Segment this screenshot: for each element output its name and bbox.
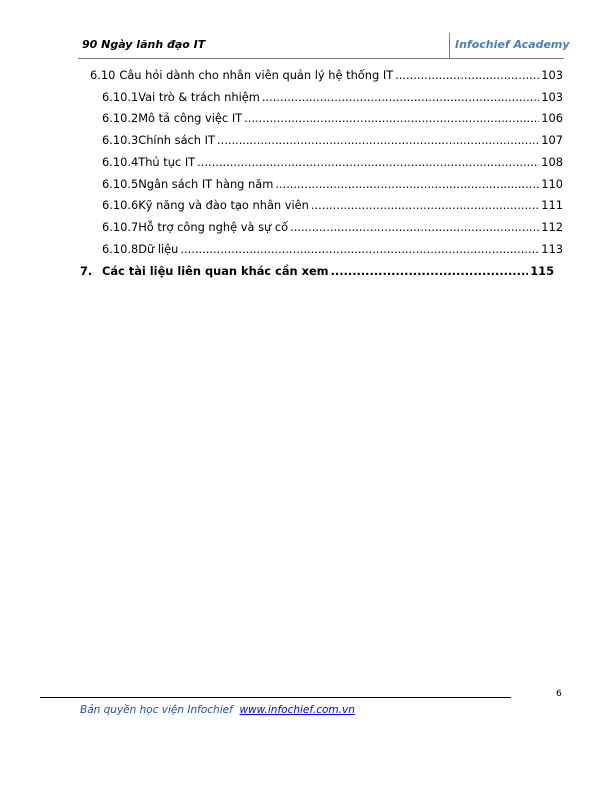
toc-entry-title: Câu hỏi dành cho nhân viên quản lý hệ thống IT bbox=[119, 68, 394, 82]
toc-entry[interactable] bbox=[102, 176, 563, 192]
toc-entry-number: 6.10.6 bbox=[102, 198, 139, 212]
toc-entry-page: 115 bbox=[530, 264, 554, 278]
toc-entry-number: 6.10.7 bbox=[102, 220, 139, 234]
toc-leader-dots bbox=[311, 197, 539, 213]
toc-entry-title: Các tài liệu liên quan khác cần xem bbox=[102, 264, 329, 278]
toc-entry-page: 113 bbox=[541, 242, 563, 256]
toc-entry-page: 106 bbox=[541, 111, 563, 125]
toc-entry-number: 7. bbox=[80, 264, 93, 278]
toc-entry-number: 6.10.3 bbox=[102, 133, 139, 147]
website-link[interactable]: www.infochief.com.vn bbox=[239, 704, 355, 716]
document-title: 90 Ngày lãnh đạo IT bbox=[82, 38, 206, 51]
toc-entry-page: 108 bbox=[541, 155, 563, 169]
toc-leader-dots bbox=[180, 241, 539, 257]
toc-entry-number: 6.10 bbox=[90, 68, 116, 82]
toc-leader-dots bbox=[331, 263, 529, 279]
toc-entry-title: Hỗ trợ công nghệ và sự cố bbox=[138, 220, 289, 234]
footer-copyright bbox=[80, 704, 355, 716]
toc-leader-dots bbox=[275, 176, 539, 192]
toc-entry-chapter[interactable] bbox=[80, 263, 554, 279]
toc-entry-title: Chính sách IT bbox=[138, 133, 215, 147]
brand-name: Infochief Academy bbox=[455, 38, 570, 51]
toc-entry-page: 111 bbox=[541, 198, 563, 212]
toc-leader-dots bbox=[262, 89, 539, 105]
toc-entry[interactable] bbox=[102, 197, 563, 213]
toc-entry-page: 103 bbox=[541, 68, 563, 82]
page-number: 6 bbox=[556, 689, 562, 699]
header-divider bbox=[449, 33, 450, 59]
toc-entry-title: Kỹ năng và đào tạo nhân viên bbox=[138, 198, 309, 212]
toc-leader-dots bbox=[217, 132, 539, 148]
toc-entry-title: Dữ liệu bbox=[138, 242, 179, 256]
toc-entry-title: Thủ tục IT bbox=[138, 155, 196, 169]
toc-entry[interactable] bbox=[90, 67, 563, 83]
toc-entry-title: Vai trò & trách nhiệm bbox=[138, 90, 260, 104]
toc-entry-title: Ngân sách IT hàng năm bbox=[138, 177, 274, 191]
header-rule bbox=[78, 58, 564, 59]
toc-entry-number: 6.10.5 bbox=[102, 177, 139, 191]
toc-entry[interactable] bbox=[102, 241, 563, 257]
copyright-text: Bản quyền học viện Infochief bbox=[80, 704, 233, 716]
toc-entry-page: 110 bbox=[541, 177, 563, 191]
toc-leader-dots bbox=[395, 67, 539, 83]
toc-entry[interactable] bbox=[102, 219, 563, 235]
footer-rule bbox=[40, 697, 511, 698]
toc-entry[interactable] bbox=[102, 89, 563, 105]
toc-entry[interactable] bbox=[102, 110, 563, 126]
toc-entry-page: 107 bbox=[541, 133, 563, 147]
toc-leader-dots bbox=[197, 154, 539, 170]
toc-entry-number: 6.10.1 bbox=[102, 90, 139, 104]
toc-leader-dots bbox=[290, 219, 539, 235]
toc-entry-number: 6.10.8 bbox=[102, 242, 139, 256]
toc-entry[interactable] bbox=[102, 132, 563, 148]
toc-entry[interactable] bbox=[102, 154, 563, 170]
toc-leader-dots bbox=[244, 110, 539, 126]
toc-entry-title: Mô tả công việc IT bbox=[138, 111, 243, 125]
toc-entry-number: 6.10.4 bbox=[102, 155, 139, 169]
toc-entry-page: 112 bbox=[541, 220, 563, 234]
toc-entry-number: 6.10.2 bbox=[102, 111, 139, 125]
toc-entry-page: 103 bbox=[541, 90, 563, 104]
